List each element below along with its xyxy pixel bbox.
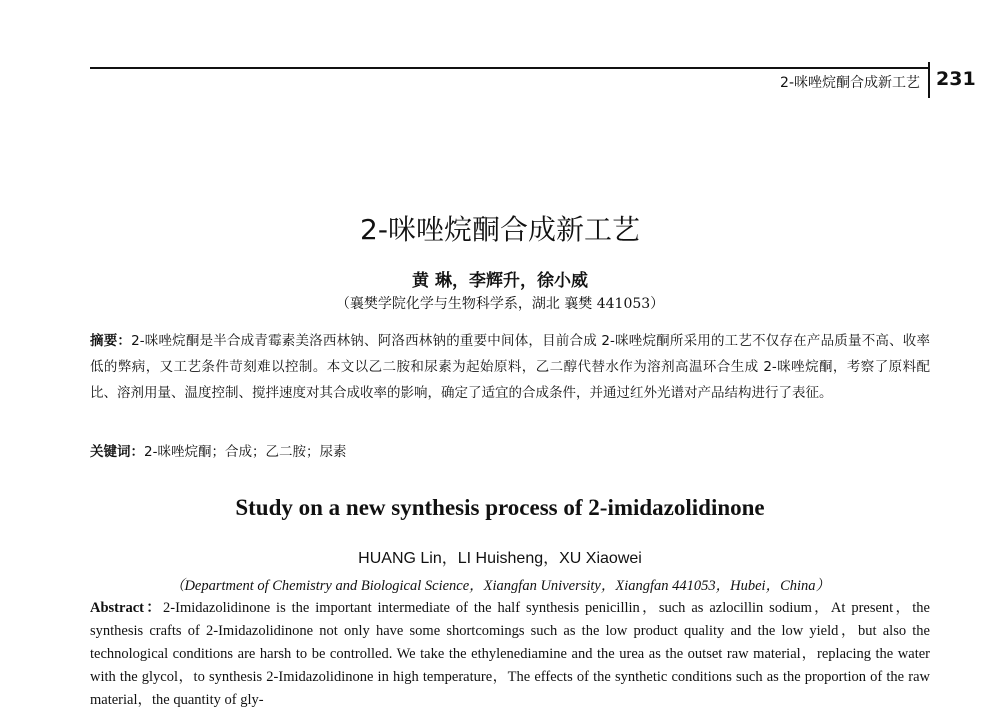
english-abstract-label: Abstract： xyxy=(90,600,164,616)
header-rule xyxy=(90,67,928,69)
chinese-abstract-label: 摘要： xyxy=(90,333,132,349)
english-abstract-text: 2-Imidazolidinone is the important intermediate of the half synthesis penicillin，such as azlocillin sodium，At present，the synthesis crafts of 2-Imidazolidinone not only have some shortcomings such as the low product quality and the low yield，but also the technological conditions are harsh to be controlled. We take the ethylenediamine and the urea as the outset raw material，replacing the water with the glycol，to synthesis 2-Imidazolidinone in high temperature，The effects of the synthetic conditions such as the proportion of the raw material，the quantity of gly- xyxy=(90,600,930,708)
chinese-abstract-text: 2-咪唑烷酮是半合成青霉素美洛西林钠、阿洛西林钠的重要中间体，目前合成 2-咪唑烷酮所采用的工艺不仅存在产品质量不高、收率低的弊病，又工艺条件苛刻难以控制。本文以乙二胺和尿素为起始原料，乙二醇代替水作为溶剂高温环合生成 2-咪唑烷酮，考察了原料配比、溶剂用量、温度控制、搅拌速度对其合成收率的影响，确定了适宜的合成条件，并通过红外光谱对产品结构进行了表征。 xyxy=(90,333,930,401)
header-divider xyxy=(928,62,930,98)
chinese-title: 2-咪唑烷酮合成新工艺 xyxy=(360,213,640,246)
chinese-affiliation: （襄樊学院化学与生物科学系，湖北 襄樊 441053） xyxy=(335,296,665,312)
chinese-authors: 黄 琳，李辉升，徐小威 xyxy=(412,271,588,291)
english-affiliation: （Department of Chemistry and Biological Science，Xiangfan University，Xiangfan 441053，Hubei，China） xyxy=(169,578,831,594)
chinese-keywords xyxy=(90,440,930,460)
page-number: 231 xyxy=(936,68,976,90)
chinese-abstract xyxy=(90,328,930,406)
english-abstract xyxy=(90,597,930,712)
running-header-title: 2-咪唑烷酮合成新工艺 xyxy=(780,75,920,91)
chinese-keywords-label: 关键词： xyxy=(90,444,144,460)
english-authors: HUANG Lin，LI Huisheng，XU Xiaowei xyxy=(358,550,642,567)
english-title: Study on a new synthesis process of 2-imidazolidinone xyxy=(235,495,765,520)
chinese-keywords-text: 2-咪唑烷酮；合成；乙二胺；尿素 xyxy=(144,444,347,460)
